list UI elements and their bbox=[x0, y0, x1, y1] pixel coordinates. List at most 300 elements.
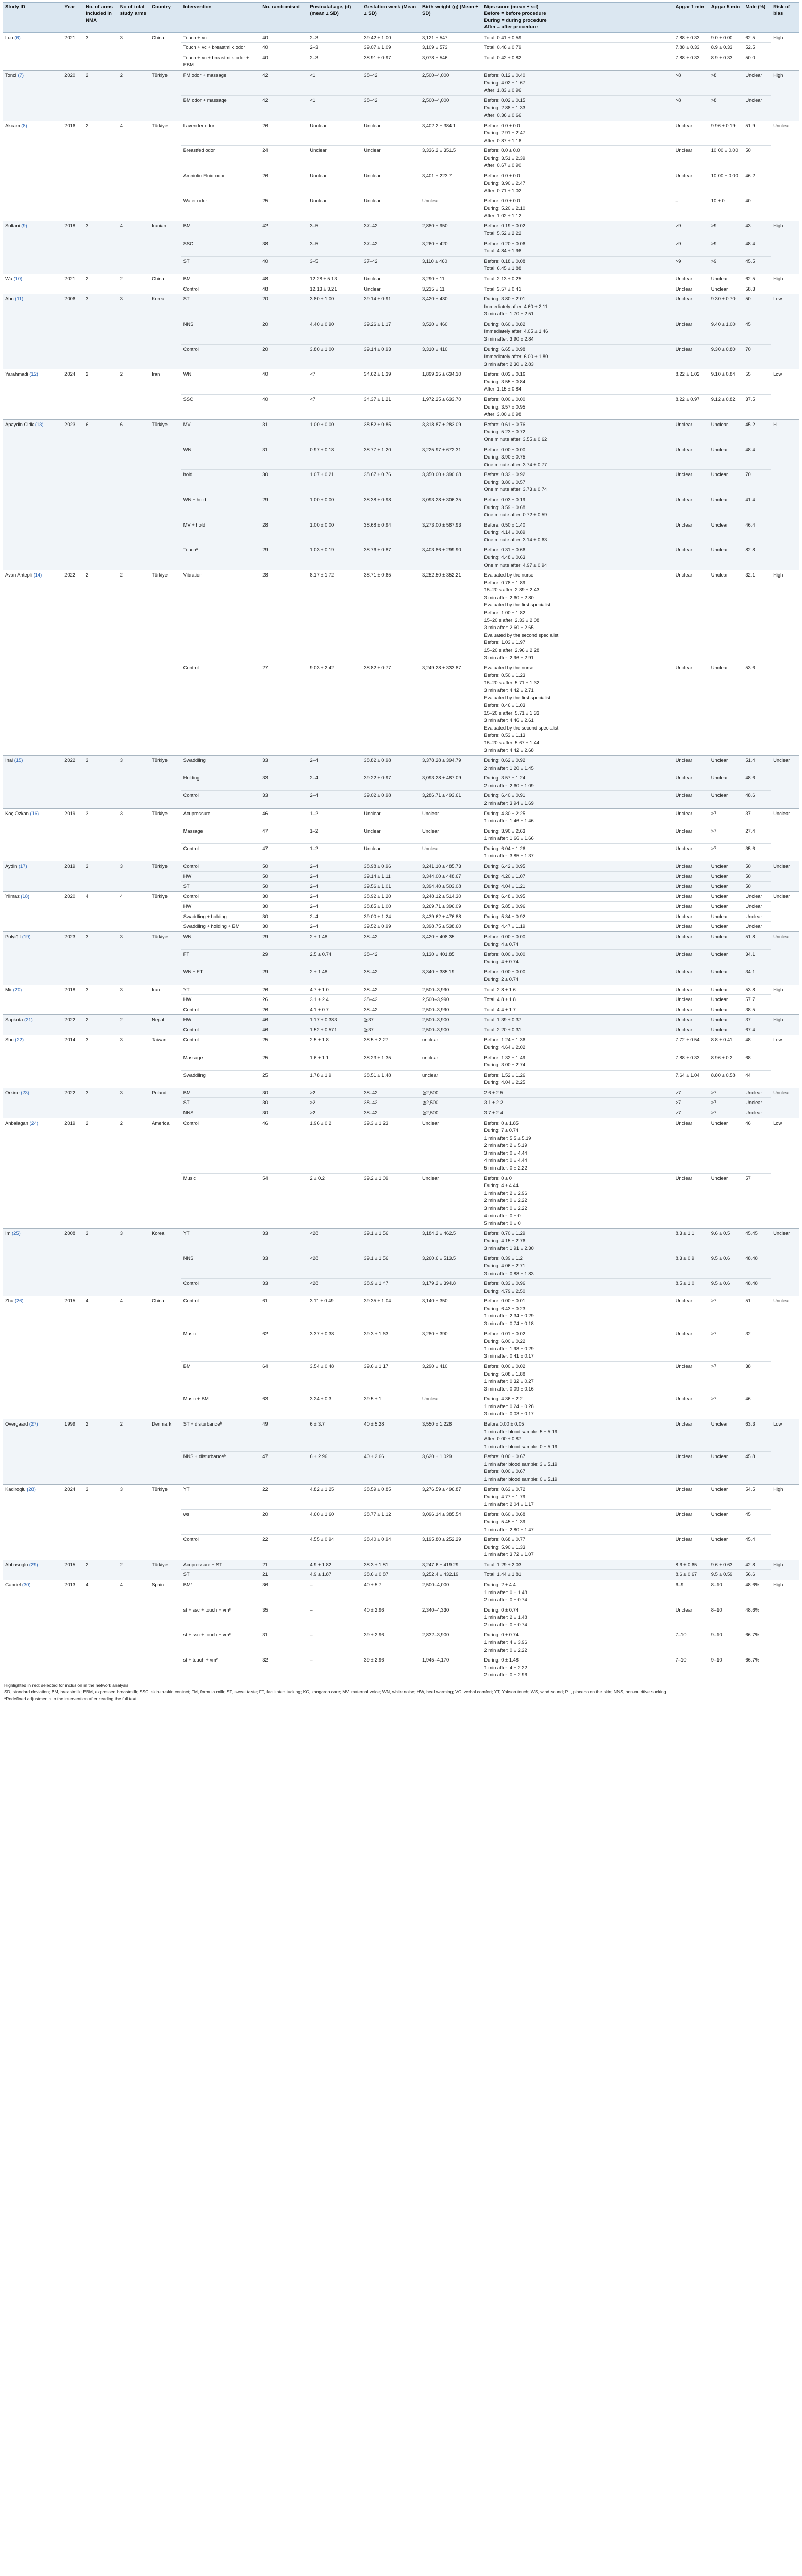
arm-randomised: 35 bbox=[260, 1605, 308, 1630]
arm-apgar-1: Unclear bbox=[674, 344, 709, 369]
arm-gestation-week: 39.56 ± 1.01 bbox=[362, 882, 420, 892]
study-reference-link[interactable]: (6) bbox=[14, 34, 21, 40]
arm-intervention: Control bbox=[181, 861, 261, 871]
arm-randomised: 30 bbox=[260, 902, 308, 912]
arm-birth-weight: 3,439.62 ± 476.88 bbox=[420, 911, 482, 922]
arm-intervention: ST bbox=[181, 256, 261, 274]
nips-score-line: 1 min after blood sample: 5 ± 5.19 bbox=[484, 1428, 558, 1434]
arm-male-percent: 62.5 bbox=[743, 274, 771, 284]
nips-score-line: 3 min after: 0.74 ± 0.18 bbox=[484, 1320, 534, 1327]
nips-score-line: 2 min after: 0 ± 0.74 bbox=[484, 1621, 527, 1628]
arm-birth-weight: Unclear bbox=[420, 1118, 482, 1173]
arm-apgar-5: Unclear bbox=[709, 1419, 744, 1451]
arm-intervention: YT bbox=[181, 1228, 261, 1253]
arm-intervention: Control bbox=[181, 791, 261, 808]
study-id-cell bbox=[3, 861, 62, 891]
study-reference-link[interactable]: (12) bbox=[29, 371, 38, 377]
nips-score-line: During: 2.91 ± 2.47 bbox=[484, 130, 526, 136]
arm-nips-score bbox=[482, 196, 673, 221]
arm-intervention: st + touch + vmᶜ bbox=[181, 1655, 261, 1680]
study-reference-link[interactable]: (20) bbox=[13, 986, 22, 992]
arm-apgar-5: 8.9 ± 0.33 bbox=[709, 43, 744, 53]
arm-male-percent: 51.4 bbox=[743, 756, 771, 773]
arm-randomised: 25 bbox=[260, 1070, 308, 1088]
study-reference-link[interactable]: (22) bbox=[15, 1037, 24, 1043]
arm-gestation-week: Unclear bbox=[362, 808, 420, 826]
study-country: Türkiye bbox=[149, 861, 181, 891]
study-total-arms: 2 bbox=[118, 1560, 149, 1580]
arm-apgar-1: Unclear bbox=[674, 294, 709, 319]
study-reference-link[interactable]: (18) bbox=[21, 893, 30, 899]
arm-male-percent: 40 bbox=[743, 196, 771, 221]
arm-male-percent: 46 bbox=[743, 1394, 771, 1419]
table-row bbox=[3, 294, 799, 319]
study-country: Türkiye bbox=[149, 570, 181, 756]
arm-gestation-week: 39.2 ± 1.09 bbox=[362, 1173, 420, 1228]
arm-intervention: BM bbox=[181, 1361, 261, 1394]
study-author: Anbalagan bbox=[5, 1120, 28, 1126]
nips-score-line: 3 min after: 0 ± 4.44 bbox=[484, 1149, 527, 1156]
header-total-arms: No of total study arms bbox=[118, 3, 149, 33]
study-total-arms: 3 bbox=[118, 985, 149, 1015]
arm-gestation-week: 34.62 ± 1.39 bbox=[362, 369, 420, 395]
nips-score-line: Before: 0.33 ± 0.92 bbox=[484, 471, 526, 478]
table-row bbox=[3, 756, 799, 773]
arm-gestation-week: 38.51 ± 1.48 bbox=[362, 1070, 420, 1088]
arm-postnatal-age: 6 ± 3.7 bbox=[308, 1419, 362, 1451]
nips-score-line: 3 min after: 2.30 ± 2.83 bbox=[484, 361, 534, 367]
study-reference-link[interactable]: (25) bbox=[12, 1230, 21, 1236]
arm-apgar-1: Unclear bbox=[674, 967, 709, 985]
arm-postnatal-age: 3.24 ± 0.3 bbox=[308, 1394, 362, 1419]
arm-randomised: 49 bbox=[260, 1419, 308, 1451]
nips-score-line: During: 6.43 ± 0.23 bbox=[484, 1305, 526, 1311]
arm-nips-score bbox=[482, 663, 673, 756]
arm-apgar-5: Unclear bbox=[709, 663, 744, 756]
arm-postnatal-age: >2 bbox=[308, 1098, 362, 1108]
arm-male-percent: 48.48 bbox=[743, 1279, 771, 1296]
arm-gestation-week: 38.77 ± 1.20 bbox=[362, 445, 420, 470]
arm-apgar-5: Unclear bbox=[709, 791, 744, 808]
arm-birth-weight: 3,520 ± 460 bbox=[420, 319, 482, 344]
arm-randomised: 30 bbox=[260, 911, 308, 922]
arm-nips-score bbox=[482, 520, 673, 545]
arm-apgar-1: >9 bbox=[674, 239, 709, 256]
study-reference-link[interactable]: (21) bbox=[24, 1016, 33, 1023]
header-arms-nma: No. of arms included in NMA bbox=[83, 3, 118, 33]
nips-score-line: During: 4.64 ± 2.02 bbox=[484, 1044, 526, 1050]
study-country: Türkiye bbox=[149, 121, 181, 221]
nips-score-line: 3 min after: 1.70 ± 2.51 bbox=[484, 311, 534, 317]
study-arms-nma: 3 bbox=[83, 1088, 118, 1118]
nips-score-line: During: 4 ± 0.74 bbox=[484, 941, 519, 947]
arm-randomised: 26 bbox=[260, 1005, 308, 1015]
arm-randomised: 40 bbox=[260, 43, 308, 53]
arm-birth-weight: 3,350.00 ± 390.68 bbox=[420, 470, 482, 495]
study-year: 2018 bbox=[62, 985, 83, 1015]
study-author: Im bbox=[5, 1230, 11, 1236]
arm-intervention: NNS bbox=[181, 1108, 261, 1118]
study-reference-link[interactable]: (26) bbox=[14, 1298, 24, 1304]
nips-score-line: 2 min after: 3.94 ± 1.69 bbox=[484, 800, 534, 806]
arm-postnatal-age: 2 ± 0.2 bbox=[308, 1173, 362, 1228]
nips-score-line: During: 3.80 ± 0.57 bbox=[484, 479, 526, 485]
arm-birth-weight: 2,500–3,990 bbox=[420, 995, 482, 1005]
nips-score-line: 3 min after: 2.96 ± 2.91 bbox=[484, 654, 534, 660]
study-reference-link[interactable]: (15) bbox=[14, 757, 23, 764]
study-author: Shu bbox=[5, 1037, 14, 1043]
arm-apgar-1: Unclear bbox=[674, 419, 709, 445]
arm-nips-score bbox=[482, 369, 673, 395]
arm-postnatal-age: 1.78 ± 1.9 bbox=[308, 1070, 362, 1088]
arm-apgar-5: 8.9 ± 0.33 bbox=[709, 53, 744, 70]
nips-score-line: After: 0.67 ± 0.90 bbox=[484, 162, 522, 168]
nips-score-line: During: 7 ± 0.74 bbox=[484, 1127, 519, 1133]
study-reference-link[interactable]: (13) bbox=[35, 421, 44, 427]
arm-intervention: ST bbox=[181, 294, 261, 319]
table-row bbox=[3, 274, 799, 284]
arm-gestation-week: 37–42 bbox=[362, 221, 420, 239]
arm-postnatal-age: 6 ± 2.96 bbox=[308, 1452, 362, 1484]
arm-randomised: 21 bbox=[260, 1560, 308, 1570]
study-risk-of-bias: High bbox=[771, 221, 799, 274]
arm-birth-weight: 3,096.14 ± 385.54 bbox=[420, 1510, 482, 1535]
arm-nips-score bbox=[482, 319, 673, 344]
study-id-cell bbox=[3, 1560, 62, 1580]
nips-score-line: During: 3.55 ± 0.84 bbox=[484, 378, 526, 384]
study-reference-link[interactable]: (16) bbox=[30, 810, 39, 816]
nips-score-line: After: 1.83 ± 0.96 bbox=[484, 87, 522, 93]
arm-male-percent: 54.5 bbox=[743, 1484, 771, 1510]
arm-birth-weight: 2,500–4,000 bbox=[420, 1580, 482, 1605]
header-risk-of-bias: Risk of bias bbox=[771, 3, 799, 33]
nips-score-line: 2 min after: 2.60 ± 1.09 bbox=[484, 782, 534, 788]
header-intervention: Intervention bbox=[181, 3, 261, 33]
arm-apgar-1: 6–9 bbox=[674, 1580, 709, 1605]
arm-apgar-1: Unclear bbox=[674, 1394, 709, 1419]
arm-intervention: Massage bbox=[181, 826, 261, 843]
study-reference-link[interactable]: (19) bbox=[22, 934, 31, 940]
study-author: Inal bbox=[5, 757, 13, 764]
arm-nips-score bbox=[482, 1630, 673, 1655]
study-risk-of-bias: High bbox=[771, 985, 799, 1015]
nips-score-line: 3 min after: 0.41 ± 0.17 bbox=[484, 1353, 534, 1359]
header-postnatal-age: Postnatal age, (d) (mean ± SD) bbox=[308, 3, 362, 33]
arm-postnatal-age: 4.9 ± 1.87 bbox=[308, 1570, 362, 1580]
table-body bbox=[3, 32, 799, 1680]
nips-score-line: During: 5.34 ± 0.92 bbox=[484, 913, 526, 919]
arm-randomised: 25 bbox=[260, 1035, 308, 1053]
arm-intervention: Control bbox=[181, 344, 261, 369]
arm-male-percent: 43 bbox=[743, 221, 771, 239]
arm-birth-weight: 3,121 ± 547 bbox=[420, 32, 482, 43]
study-arms-nma: 2 bbox=[83, 570, 118, 756]
study-reference-link[interactable]: (7) bbox=[18, 72, 24, 78]
arm-nips-score bbox=[482, 1560, 673, 1570]
arm-intervention: YT bbox=[181, 985, 261, 995]
arm-nips-score bbox=[482, 985, 673, 995]
arm-nips-score bbox=[482, 570, 673, 663]
study-arms-nma: 3 bbox=[83, 221, 118, 274]
study-reference-link[interactable]: (23) bbox=[21, 1089, 29, 1095]
arm-postnatal-age: <28 bbox=[308, 1253, 362, 1279]
arm-gestation-week: 38.52 ± 0.85 bbox=[362, 419, 420, 445]
study-arms-nma: 3 bbox=[83, 32, 118, 70]
table-row bbox=[3, 121, 799, 146]
arm-intervention: BM odor + massage bbox=[181, 95, 261, 121]
arm-apgar-5: >8 bbox=[709, 71, 744, 96]
study-year: 2019 bbox=[62, 1118, 83, 1228]
study-arms-nma: 2 bbox=[83, 121, 118, 221]
nips-score-line: During: 4.04 ± 2.25 bbox=[484, 1079, 526, 1086]
arm-birth-weight: 3,280 ± 390 bbox=[420, 1329, 482, 1361]
arm-nips-score bbox=[482, 932, 673, 950]
arm-nips-score bbox=[482, 71, 673, 96]
nips-score-line: Before: 0.46 ± 1.03 bbox=[484, 702, 526, 708]
nips-score-line: 1 min after: 2.34 ± 0.29 bbox=[484, 1313, 534, 1319]
arm-nips-score bbox=[482, 911, 673, 922]
study-country: China bbox=[149, 274, 181, 294]
arm-birth-weight: 3,215 ± 11 bbox=[420, 284, 482, 294]
arm-nips-score bbox=[482, 1253, 673, 1279]
nips-score-line: 1 min after: 0.32 ± 0.27 bbox=[484, 1378, 534, 1384]
arm-randomised: 48 bbox=[260, 284, 308, 294]
arm-birth-weight: 3,225.97 ± 672.31 bbox=[420, 445, 482, 470]
arm-gestation-week: 37–42 bbox=[362, 239, 420, 256]
arm-apgar-5: Unclear bbox=[709, 922, 744, 932]
arm-postnatal-age: 2–4 bbox=[308, 861, 362, 871]
arm-male-percent: 51 bbox=[743, 1296, 771, 1329]
arm-gestation-week: 39.52 ± 0.99 bbox=[362, 922, 420, 932]
arm-nips-score bbox=[482, 871, 673, 882]
nips-score-line: During: 0 ± 0.74 bbox=[484, 1632, 519, 1638]
nips-score-line: Before: 0.63 ± 0.72 bbox=[484, 1486, 526, 1492]
arm-apgar-5: 8.8 ± 0.41 bbox=[709, 1035, 744, 1053]
study-reference-link[interactable]: (14) bbox=[33, 572, 42, 578]
study-reference-link[interactable]: (9) bbox=[21, 223, 27, 229]
study-country: Türkiye bbox=[149, 71, 181, 121]
arm-apgar-1: 8.6 ± 0.67 bbox=[674, 1570, 709, 1580]
arm-intervention: MV bbox=[181, 419, 261, 445]
study-reference-link[interactable]: (8) bbox=[21, 122, 27, 128]
nips-score-line: Total: 2.20 ± 0.31 bbox=[484, 1026, 522, 1032]
arm-apgar-5: 10.00 ± 0.00 bbox=[709, 146, 744, 171]
arm-randomised: 42 bbox=[260, 71, 308, 96]
arm-nips-score bbox=[482, 146, 673, 171]
arm-male-percent: 38.5 bbox=[743, 1005, 771, 1015]
arm-birth-weight: 3,318.87 ± 283.09 bbox=[420, 419, 482, 445]
table-row bbox=[3, 808, 799, 826]
arm-gestation-week: 38–42 bbox=[362, 932, 420, 950]
arm-intervention: ST bbox=[181, 1570, 261, 1580]
arm-randomised: 22 bbox=[260, 1484, 308, 1510]
arm-male-percent: 38 bbox=[743, 1361, 771, 1394]
nips-score-line: Before: 0.50 ± 1.40 bbox=[484, 521, 526, 528]
arm-apgar-1: Unclear bbox=[674, 520, 709, 545]
arm-randomised: 27 bbox=[260, 663, 308, 756]
study-risk-of-bias: Unclear bbox=[771, 1088, 799, 1118]
arm-apgar-5: Unclear bbox=[709, 1005, 744, 1015]
study-risk-of-bias: High bbox=[771, 1560, 799, 1580]
arm-apgar-5: Unclear bbox=[709, 985, 744, 995]
arm-gestation-week: Unclear bbox=[362, 171, 420, 196]
nips-score-line: During: 4.14 ± 0.89 bbox=[484, 529, 526, 535]
arm-nips-score bbox=[482, 445, 673, 470]
arm-postnatal-age: – bbox=[308, 1630, 362, 1655]
nips-score-line: After: 0.71 ± 1.02 bbox=[484, 188, 522, 194]
nips-score-line: 15–20 s after: 2.89 ± 2.43 bbox=[484, 587, 540, 593]
study-reference-link[interactable]: (10) bbox=[13, 275, 23, 281]
arm-randomised: 28 bbox=[260, 520, 308, 545]
nips-score-line: During: 3.90 ± 0.75 bbox=[484, 454, 526, 460]
arm-intervention: Control bbox=[181, 1296, 261, 1329]
nips-score-line: 1 min after: 2 ± 2.96 bbox=[484, 1190, 527, 1196]
nips-score-line: Before: 0.03 ± 0.16 bbox=[484, 371, 526, 377]
arm-birth-weight: 2,500–4,000 bbox=[420, 95, 482, 121]
study-reference-link[interactable]: (11) bbox=[15, 296, 24, 302]
table-row bbox=[3, 1015, 799, 1025]
arm-postnatal-age: 4.55 ± 0.94 bbox=[308, 1535, 362, 1560]
arm-birth-weight: Unclear bbox=[420, 826, 482, 843]
arm-apgar-1: Unclear bbox=[674, 319, 709, 344]
arm-postnatal-age: 2 ± 1.48 bbox=[308, 932, 362, 950]
study-author: Wu bbox=[5, 275, 12, 281]
study-risk-of-bias: Low bbox=[771, 1118, 799, 1228]
arm-gestation-week: 38.77 ± 1.12 bbox=[362, 1510, 420, 1535]
study-reference-link[interactable]: (27) bbox=[29, 1420, 38, 1427]
arm-apgar-1: Unclear bbox=[674, 1118, 709, 1173]
arm-birth-weight: 3,241.10 ± 485.73 bbox=[420, 861, 482, 871]
nips-score-line: Before: 1.32 ± 1.49 bbox=[484, 1054, 526, 1060]
study-reference-link[interactable]: (28) bbox=[27, 1486, 36, 1492]
arm-apgar-5: 8–10 bbox=[709, 1605, 744, 1630]
arm-nips-score bbox=[482, 1015, 673, 1025]
study-year: 2013 bbox=[62, 1580, 83, 1680]
arm-gestation-week: 39.42 ± 1.00 bbox=[362, 32, 420, 43]
study-arms-nma: 3 bbox=[83, 1484, 118, 1560]
nips-score-line: After: 1.02 ± 1.12 bbox=[484, 212, 522, 218]
nips-score-line: 15–20 s after: 5.67 ± 1.44 bbox=[484, 739, 540, 745]
arm-intervention: Music + BM bbox=[181, 1394, 261, 1419]
arm-intervention: HW bbox=[181, 871, 261, 882]
arm-postnatal-age: 2.5 ± 0.74 bbox=[308, 950, 362, 967]
study-country: Iranian bbox=[149, 221, 181, 274]
nips-score-line: Before: 0.0 ± 0.0 bbox=[484, 147, 520, 154]
arm-randomised: 29 bbox=[260, 495, 308, 520]
study-year: 2019 bbox=[62, 808, 83, 861]
arm-gestation-week: 38.38 ± 0.98 bbox=[362, 495, 420, 520]
arm-nips-score bbox=[482, 1361, 673, 1394]
nips-score-line: Before: 0.31 ± 0.66 bbox=[484, 547, 526, 553]
arm-apgar-1: 7–10 bbox=[674, 1630, 709, 1655]
study-id-cell bbox=[3, 985, 62, 1015]
arm-birth-weight: 3,402.2 ± 384.1 bbox=[420, 121, 482, 146]
arm-postnatal-age: 4.40 ± 0.90 bbox=[308, 319, 362, 344]
arm-gestation-week: 34.37 ± 1.21 bbox=[362, 395, 420, 420]
arm-birth-weight: 3,260.6 ± 513.5 bbox=[420, 1253, 482, 1279]
study-reference-link[interactable]: (17) bbox=[18, 862, 27, 869]
header-nips-score bbox=[482, 3, 673, 33]
study-country: Türkiye bbox=[149, 419, 181, 570]
arm-birth-weight: 3,140 ± 350 bbox=[420, 1296, 482, 1329]
study-author: Orkine bbox=[5, 1089, 20, 1095]
header-nips-title: Nips score (mean ± sd) bbox=[484, 4, 539, 10]
arm-apgar-5: 10.00 ± 0.00 bbox=[709, 171, 744, 196]
arm-apgar-1: 7.64 ± 1.04 bbox=[674, 1070, 709, 1088]
arm-birth-weight: 3,249.28 ± 333.87 bbox=[420, 663, 482, 756]
arm-male-percent: 58.3 bbox=[743, 284, 771, 294]
arm-gestation-week: 39.35 ± 1.04 bbox=[362, 1296, 420, 1329]
study-reference-link[interactable]: (30) bbox=[22, 1581, 31, 1587]
arm-nips-score bbox=[482, 1118, 673, 1173]
arm-intervention: Touch + vc bbox=[181, 32, 261, 43]
arm-nips-score bbox=[482, 344, 673, 369]
arm-intervention: HW bbox=[181, 995, 261, 1005]
arm-randomised: 29 bbox=[260, 545, 308, 570]
nips-score-line: One minute after: 3.73 ± 0.74 bbox=[484, 486, 547, 493]
arm-postnatal-age: 2–3 bbox=[308, 43, 362, 53]
arm-intervention: WN bbox=[181, 445, 261, 470]
arm-apgar-1: Unclear bbox=[674, 1605, 709, 1630]
arm-intervention: Music bbox=[181, 1173, 261, 1228]
study-year: 2006 bbox=[62, 294, 83, 369]
nips-score-line: Before: 0.53 ± 1.13 bbox=[484, 732, 526, 738]
arm-randomised: 32 bbox=[260, 1655, 308, 1680]
arm-nips-score bbox=[482, 32, 673, 43]
arm-birth-weight: 3,195.80 ± 252.29 bbox=[420, 1535, 482, 1560]
arm-gestation-week: 38.23 ± 1.35 bbox=[362, 1053, 420, 1070]
nips-score-line: During: 0.60 ± 0.82 bbox=[484, 320, 526, 327]
arm-apgar-1: 8.6 ± 0.65 bbox=[674, 1560, 709, 1570]
nips-score-line: During: 0.62 ± 0.92 bbox=[484, 757, 526, 764]
arm-gestation-week: 40 ± 5.28 bbox=[362, 1419, 420, 1451]
arm-postnatal-age: 4.82 ± 1.25 bbox=[308, 1484, 362, 1510]
arm-postnatal-age: 12.13 ± 3.21 bbox=[308, 284, 362, 294]
arm-randomised: 30 bbox=[260, 1088, 308, 1098]
study-total-arms: 3 bbox=[118, 1484, 149, 1560]
nips-score-line: During: 6.42 ± 0.95 bbox=[484, 862, 526, 869]
arm-randomised: 28 bbox=[260, 570, 308, 663]
nips-score-line: 1 min after: 0 ± 1.48 bbox=[484, 1589, 527, 1595]
study-arms-nma: 3 bbox=[83, 932, 118, 985]
arm-male-percent: 50 bbox=[743, 861, 771, 871]
study-characteristics-table bbox=[3, 2, 799, 1680]
study-reference-link[interactable]: (24) bbox=[29, 1120, 39, 1126]
arm-intervention: hold bbox=[181, 470, 261, 495]
arm-apgar-5: >9 bbox=[709, 256, 744, 274]
study-reference-link[interactable]: (29) bbox=[29, 1561, 38, 1567]
arm-postnatal-age: <7 bbox=[308, 395, 362, 420]
arm-nips-score bbox=[482, 1005, 673, 1015]
arm-gestation-week: Unclear bbox=[362, 146, 420, 171]
arm-apgar-5: 9.30 ± 0.80 bbox=[709, 344, 744, 369]
arm-male-percent: 66.7% bbox=[743, 1655, 771, 1680]
arm-apgar-5: 9.6 ± 0.63 bbox=[709, 1560, 744, 1570]
arm-randomised: 20 bbox=[260, 1510, 308, 1535]
nips-score-line: 1 min after: 3.72 ± 1.07 bbox=[484, 1551, 534, 1557]
arm-male-percent: 48.6% bbox=[743, 1605, 771, 1630]
nips-score-line: During: 2 ± 0.74 bbox=[484, 976, 519, 982]
study-risk-of-bias: Unclear bbox=[771, 1228, 799, 1296]
study-author: Kadiroglu bbox=[5, 1486, 26, 1492]
study-year: 2018 bbox=[62, 221, 83, 274]
arm-randomised: 30 bbox=[260, 470, 308, 495]
arm-apgar-5: Unclear bbox=[709, 932, 744, 950]
nips-score-line: During: 3.90 ± 2.47 bbox=[484, 180, 526, 186]
study-total-arms: 2 bbox=[118, 369, 149, 419]
study-country: Spain bbox=[149, 1580, 181, 1680]
arm-apgar-5: Unclear bbox=[709, 445, 744, 470]
